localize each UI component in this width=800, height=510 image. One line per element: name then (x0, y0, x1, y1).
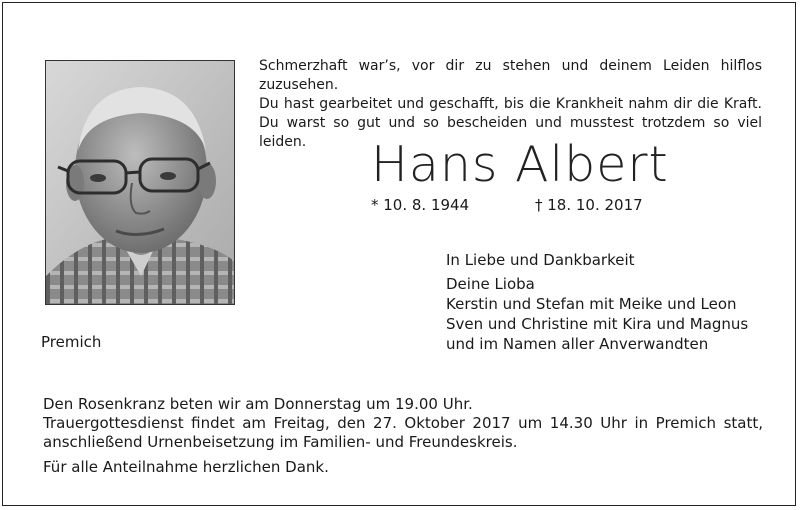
mourners-intro: In Liebe und Dankbarkeit (446, 251, 635, 269)
mourner-line: und im Namen aller Anverwandten (446, 335, 709, 353)
mourner-line: Kerstin und Stefan mit Meike und Leon (446, 295, 737, 313)
poem-line: Schmerzhaft war’s, vor dir zu stehen und deinem Leiden hilflos zuzusehen. (259, 58, 762, 93)
place-name: Premich (41, 333, 102, 351)
obituary-card (2, 2, 796, 506)
mourners-block (446, 250, 748, 354)
birth-date: * 10. 8. 1944 (371, 196, 470, 214)
portrait-photo (45, 60, 235, 305)
thanks-line: Für alle Anteilnahme herzlichen Dank. (43, 458, 329, 476)
deceased-name: Hans Albert (371, 136, 669, 193)
death-date: † 18. 10. 2017 (535, 196, 643, 214)
mourner-line: Deine Lioba (446, 275, 535, 293)
mourner-line: Sven und Christine mit Kira und Magnus (446, 315, 749, 333)
service-notice (43, 395, 763, 477)
burial-line: anschließend Urnenbeisetzung im Familien- und Freundeskreis. (43, 433, 518, 451)
rosary-line: Den Rosenkranz beten wir am Donnerstag um 19.00 Uhr. (43, 395, 473, 413)
poem-line: Du hast gearbeitet und geschafft, bis die Krankheit nahm dir die Kraft. (259, 96, 762, 112)
funeral-service-line: Trauergottesdienst findet am Freitag, den 27. Oktober 2017 um 14.30 Uhr in Premich statt, (43, 414, 763, 432)
poem-line: Du warst so gut und so bescheiden und musstest trotzdem so viel leiden. (259, 115, 762, 150)
portrait-image (46, 61, 234, 304)
